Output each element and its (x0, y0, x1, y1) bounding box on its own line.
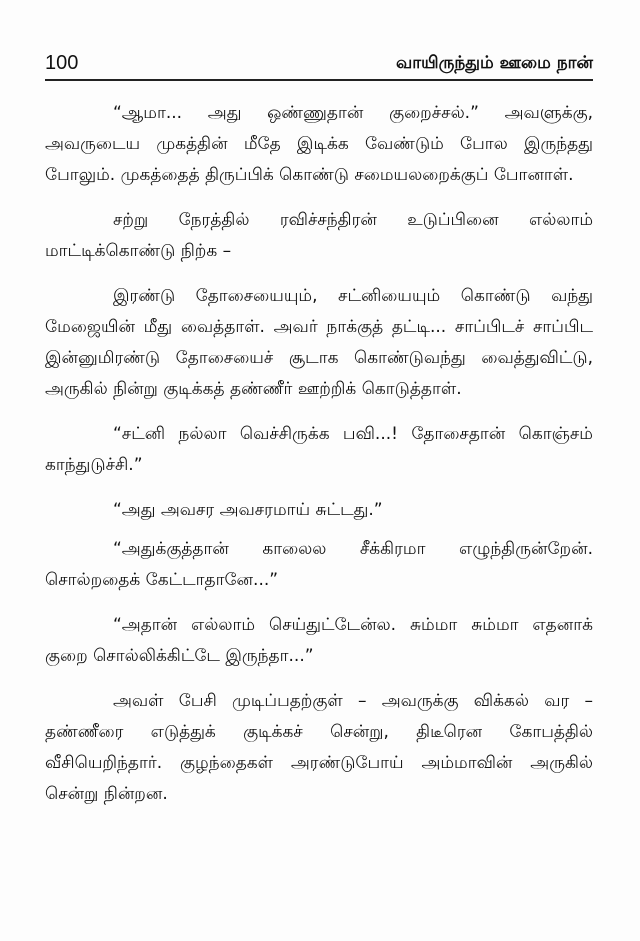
paragraph-4: “சட்னி நல்லா வெச்சிருக்க பவி...! தோசைதான் கொஞ்சம் காந்துடுச்சி.” (45, 424, 593, 475)
paragraph-2: சற்று நேரத்தில் ரவிச்சந்திரன் உடுப்பினை எல்லாம் மாட்டிக்கொண்டு நிற்க – (45, 210, 593, 261)
paragraph-8: அவள் பேசி முடிப்பதற்குள் – அவருக்கு விக்கல் வர – தண்ணீரை எடுத்துக் குடிக்கச் சென்று, திடீரென கோபத்தில் வீசியெறிந்தார். குழந்தைகள் அரண்டுபோய் அம்மாவின் அருகில் சென்று நின்றன. (45, 691, 593, 804)
header-rule (45, 79, 593, 81)
paragraph-5: “அது அவசர அவசரமாய் சுட்டது.” (113, 500, 383, 520)
paragraph-7: “அதான் எல்லாம் செய்துட்டேன்ல. சும்மா சும்மா எதனாக் குறை சொல்லிக்கிட்டே இருந்தா...” (45, 615, 593, 666)
paragraph-1: “ஆமா... அது ஒண்ணுதான் குறைச்சல்.” அவளுக்கு, அவருடைய முகத்தின் மீதே இடிக்க வேண்டும் போல இருந்தது போலும். முகத்தைத் திருப்பிக் கொண்டு சமையலறைக்குப் போனாள். (45, 103, 593, 185)
paragraph-3: இரண்டு தோசையையும், சட்னியையும் கொண்டு வந்து மேஜையின் மீது வைத்தாள். அவர் நாக்குத் தட்டி... சாப்பிடச் சாப்பிட இன்னுமிரண்டு தோசையைச் சூடாக கொண்டுவந்து வைத்துவிட்டு, அருகில் நின்று குடிக்கத் தண்ணீர் ஊற்றிக் கொடுத்தாள். (45, 286, 593, 399)
body-text (45, 98, 593, 824)
page-header (45, 52, 593, 82)
paragraph-6: “அதுக்குத்தான் காலைல சீக்கிரமா எழுந்திருன்றேன். சொல்றதைக் கேட்டாதானே...” (45, 539, 593, 590)
running-title: வாயிருந்தும் ஊமை நான் (396, 53, 593, 73)
page-number: 100 (45, 52, 79, 74)
